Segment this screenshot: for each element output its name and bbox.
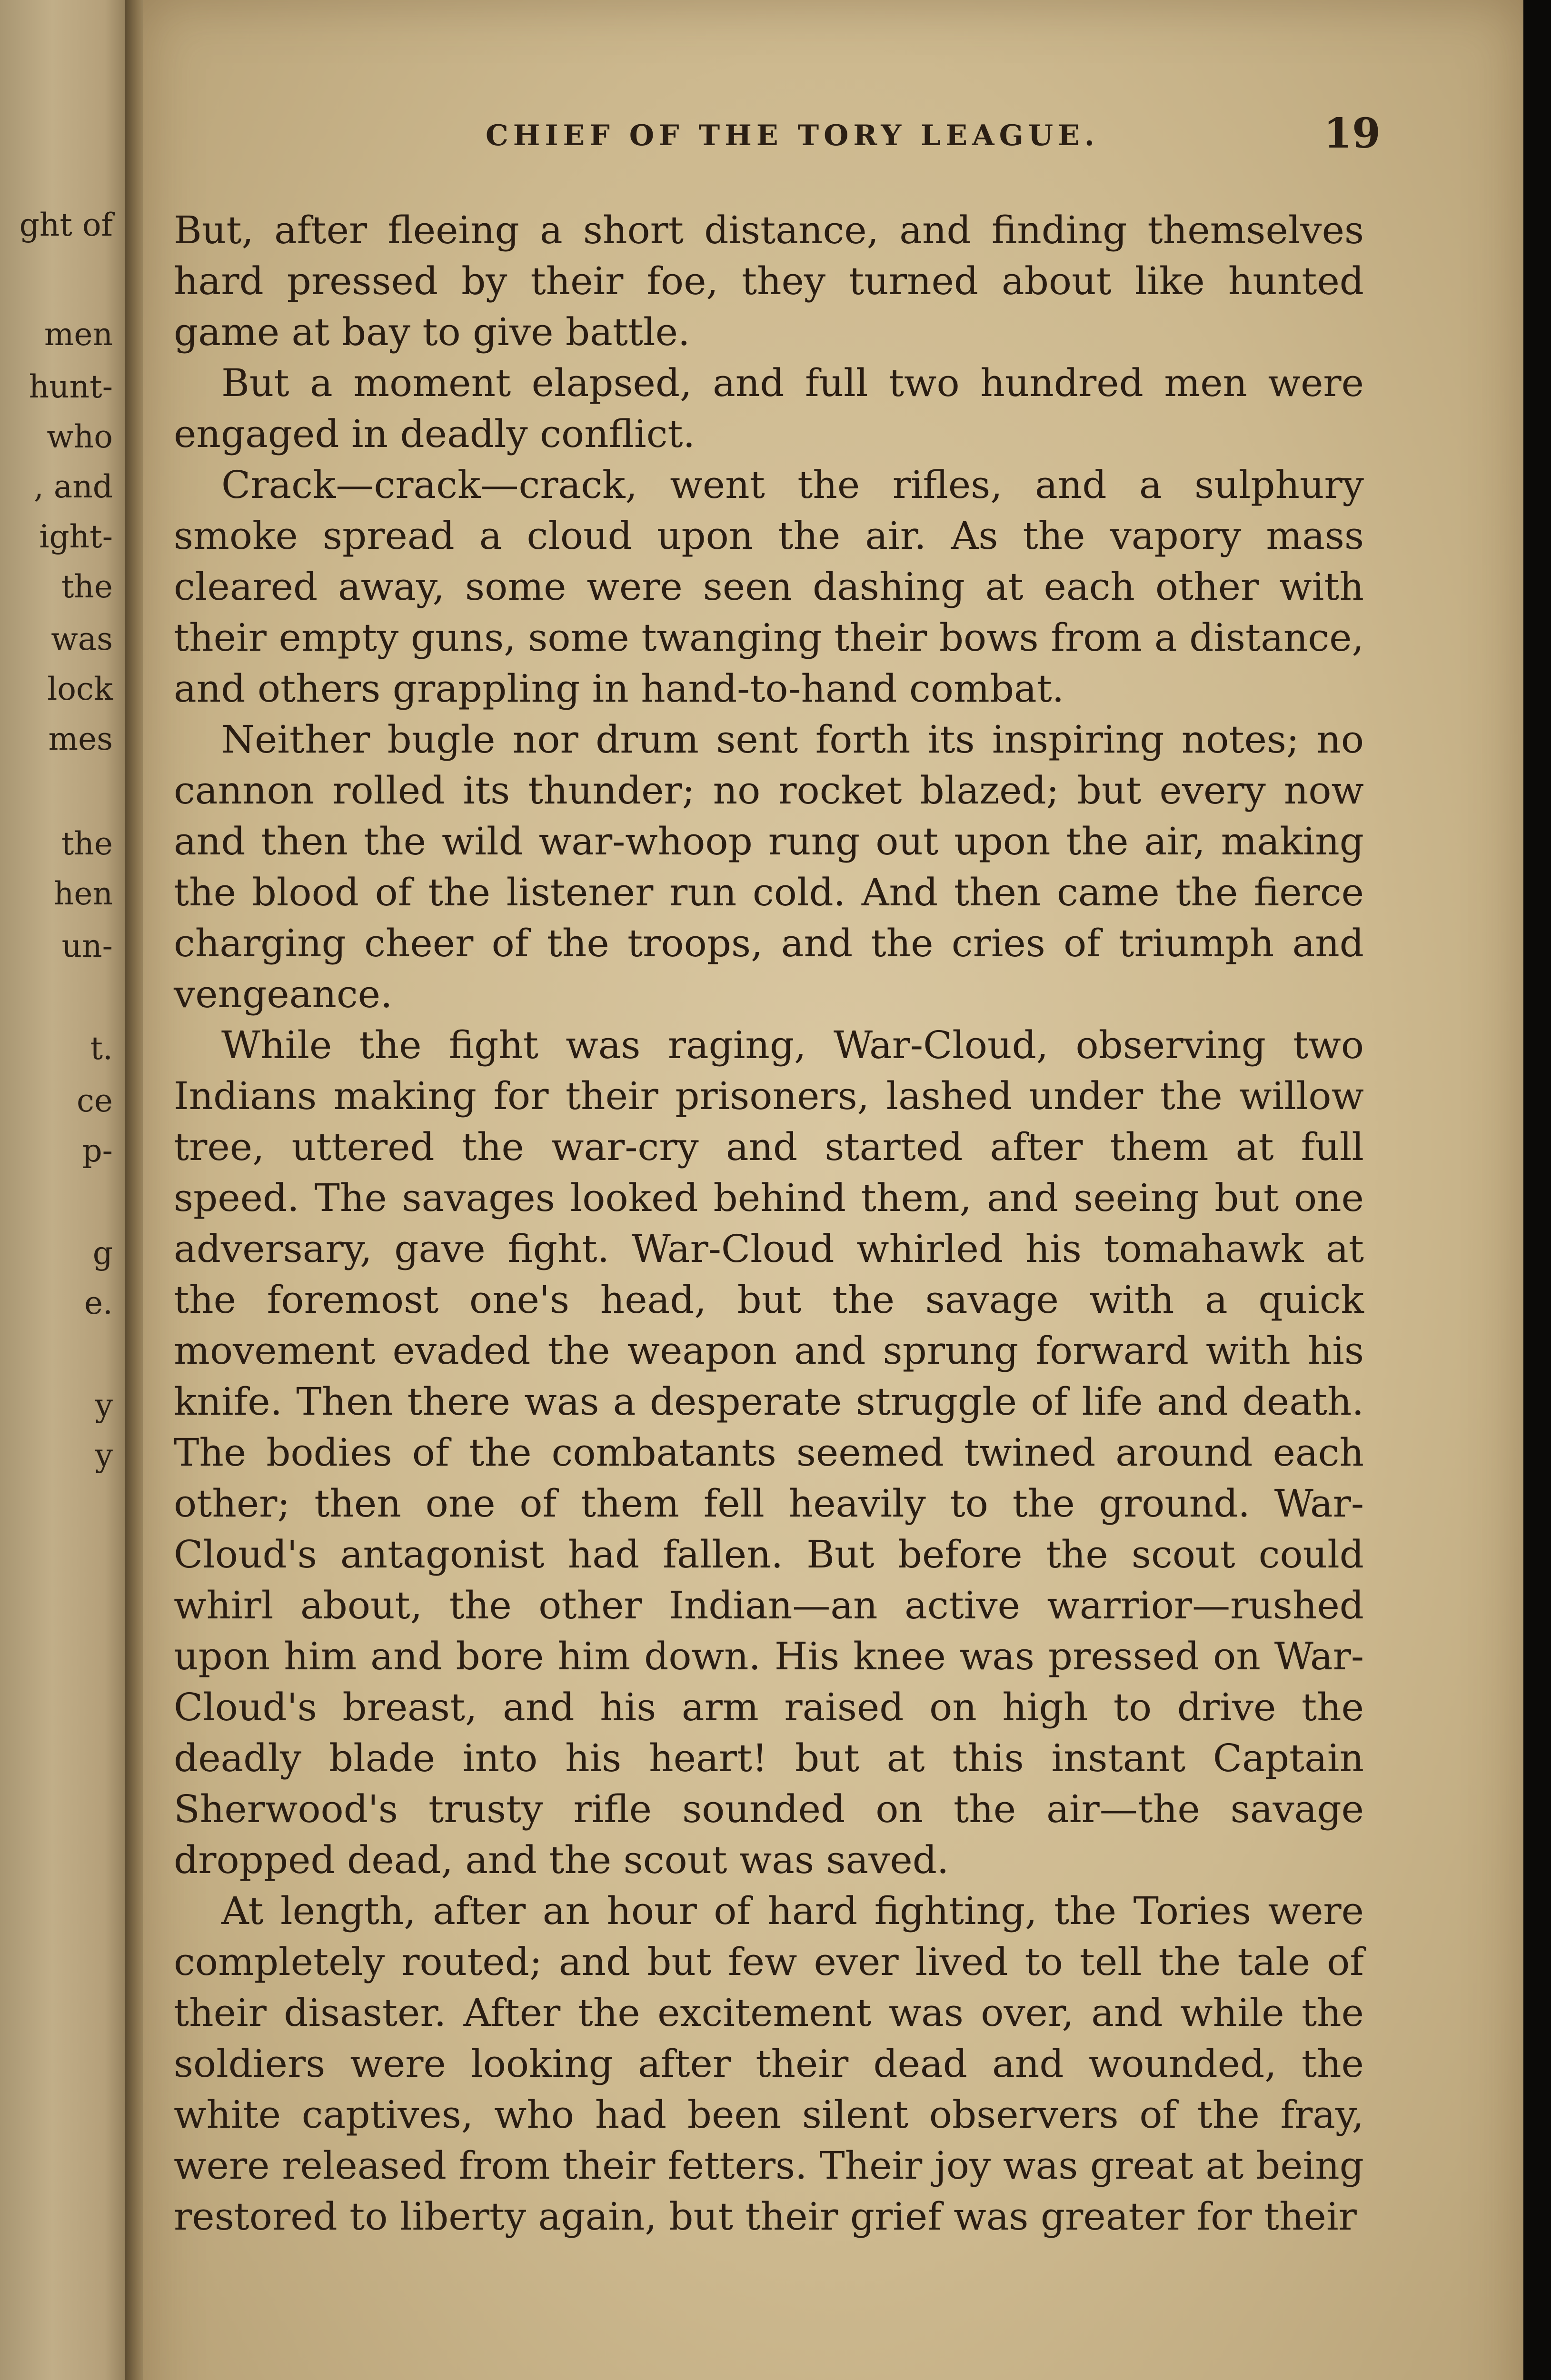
facing-page-fragment: un- (61, 928, 113, 964)
paragraph: Crack—crack—crack, went the rifles, and a sulphury smoke spread a cloud upon the air. As the vapory mass cleared away, some were seen dashing at each other with their empty guns, some twanging their bows from a distance, and others grappling in hand-to-hand combat. (174, 463, 1364, 711)
paragraph: But, after fleeing a short distance, and finding themselves hard pressed by their foe, they turned about like hunted game at bay to give battle. (174, 208, 1364, 354)
facing-page-fragment: p- (82, 1132, 113, 1169)
facing-page-fragment: t. (90, 1030, 113, 1067)
facing-page-fragment: the (61, 568, 113, 605)
facing-page-fragment: ight- (39, 518, 113, 555)
running-title: CHIEF OF THE TORY LEAGUE. (486, 119, 1099, 152)
page-header (143, 109, 1523, 162)
facing-page-fragment: was (51, 621, 113, 657)
paragraph: Neither bugle nor drum sent forth its inspiring notes; no cannon rolled its thunder; no rocket blazed; but every now and then the wild war-whoop rung out upon the air, making the blood of the listener run cold. And then came the fierce charging cheer of the troops, and the cries of triumph and vengeance. (174, 717, 1364, 1016)
facing-page-fragment: e. (84, 1285, 113, 1321)
paragraph: But a moment elapsed, and full two hundred men were engaged in deadly conflict. (174, 361, 1364, 456)
facing-page-fragment: lock (47, 671, 113, 707)
page-number: 19 (1323, 109, 1381, 158)
paragraph: At length, after an hour of hard fighting, the Tories were completely routed; and but few ever lived to tell the tale of their disaster. After the excitement was over, and while the soldiers were looking after their dead and wounded, the white captives, who had been silent observers of the fray, were released from their fetters. Their joy was great at being restored to liberty again, but their grief was greater for their (174, 1889, 1364, 2239)
book-page (143, 0, 1523, 2380)
facing-page-fragment: men (44, 316, 113, 353)
facing-page-fragment: , and (33, 468, 113, 505)
paragraph: While the fight was raging, War-Cloud, observing two Indians making for their prisoners, lashed under the willow tree, uttered the war-cry and started after them at full speed. The savages looked behind them, and seeing but one adversary, gave fight. War-Cloud whirled his tomahawk at the foremost one's head, but the savage with a quick movement evaded the weapon and sprung forward with his knife. Then there was a desperate struggle of life and death. The bodies of the combatants seemed twined around each other; then one of them fell heavily to the ground. War-Cloud's antagonist had fallen. But before the scout could whirl about, the other Indian—an active warrior—rushed upon him and bore him down. His knee was pressed on War-Cloud's breast, and his arm raised on high to drive the deadly blade into his heart! but at this instant Captain Sherwood's trusty rifle sounded on the air—the savage dropped dead, and the scout was saved. (174, 1023, 1364, 1882)
facing-page-fragment: mes (48, 721, 113, 757)
facing-page-fragment: ce (76, 1082, 113, 1119)
facing-page-fragment: y (95, 1437, 113, 1474)
facing-page (0, 0, 131, 2380)
facing-page-fragment: ght of (19, 207, 113, 243)
facing-page-fragment: the (61, 825, 113, 862)
facing-page-fragment: y (95, 1387, 113, 1424)
facing-page-fragment: who (47, 418, 113, 455)
facing-page-fragment: hen (53, 875, 113, 912)
facing-page-fragment: hunt- (29, 368, 113, 405)
facing-page-fragment: g (92, 1235, 113, 1271)
body-text (174, 205, 1364, 2242)
